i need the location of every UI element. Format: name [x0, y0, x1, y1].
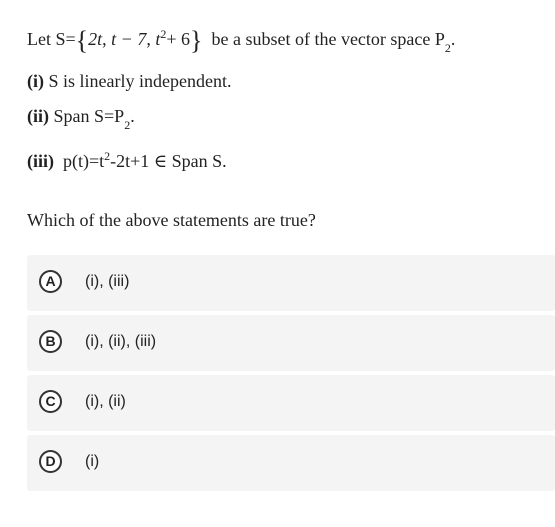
brace-close: } [190, 26, 203, 55]
option-d[interactable] [27, 435, 555, 491]
statement-iii-text-a: p(t)=t [63, 151, 105, 171]
set-element-3-exponent: 2 [160, 27, 167, 41]
option-a-letter: A [39, 270, 62, 293]
intro-prefix: Let [27, 29, 51, 49]
intro-subscript: 2 [444, 41, 451, 55]
option-b-text: (i), (ii), (iii) [85, 333, 157, 350]
option-b-letter: B [39, 330, 62, 353]
statement-iii-text-b: -2t+1 ∈ Span S. [110, 151, 227, 171]
option-a[interactable] [27, 255, 555, 311]
option-c-text: (i), (ii) [85, 393, 126, 410]
statement-ii-end: . [130, 106, 135, 126]
option-c[interactable] [27, 375, 555, 431]
statement-i [27, 70, 231, 92]
brace-open: { [75, 26, 89, 55]
option-c-letter: C [39, 390, 62, 413]
separator-1: , [102, 29, 112, 49]
statement-i-text: S is linearly independent. [48, 71, 232, 91]
question-text: Which of the above statements are true? [27, 210, 316, 230]
option-d-text: (i) [85, 453, 100, 470]
intro-end: . [450, 29, 456, 49]
statement-ii-text: Span S=P [53, 106, 125, 126]
intro-suffix: be a subset of the vector space P [211, 29, 445, 49]
statement-iii [27, 150, 227, 172]
set-element-2: t − 7 [111, 29, 147, 49]
option-d-letter: D [39, 450, 62, 473]
statement-ii-label: (ii) [27, 106, 49, 126]
set-element-3-rest: + 6 [166, 29, 190, 49]
problem-statement [27, 28, 455, 59]
statement-iii-label: (iii) [27, 151, 54, 171]
set-element-1: 2t [88, 29, 103, 49]
statement-i-label: (i) [27, 71, 44, 91]
statement-ii-subscript: 2 [124, 118, 131, 132]
statement-ii [27, 105, 135, 136]
option-b[interactable] [27, 315, 555, 371]
set-name: S= [55, 29, 76, 49]
statement-iii-superscript: 2 [104, 149, 111, 163]
option-a-text: (i), (iii) [85, 273, 130, 290]
separator-2: , [146, 29, 156, 49]
set-element-3-base: t [155, 29, 161, 49]
